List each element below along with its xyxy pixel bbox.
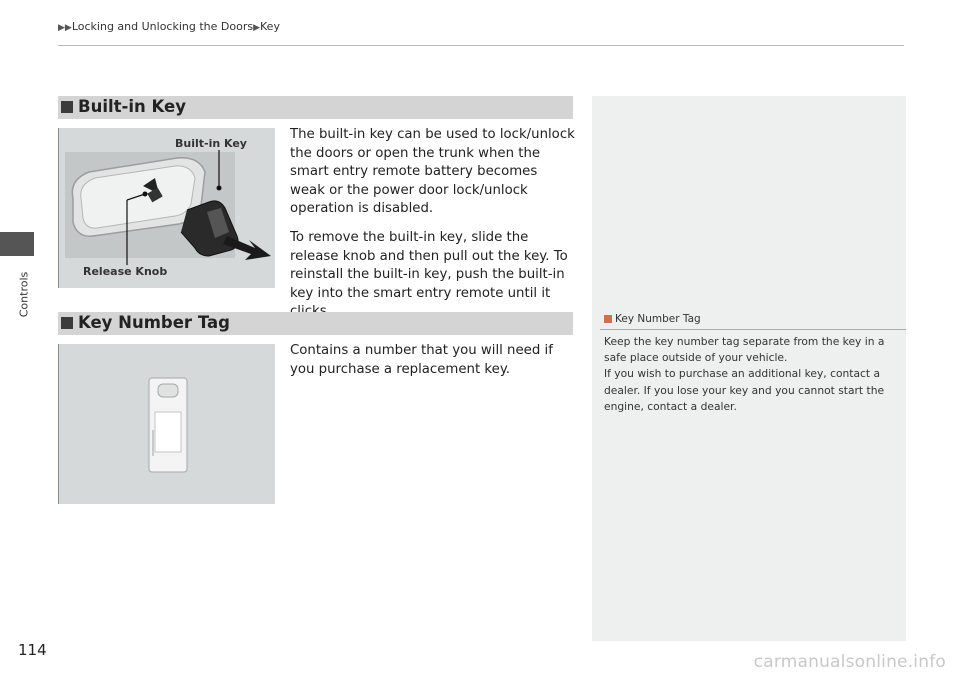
header-divider [58,45,904,46]
note-line: Keep the key number tag separate from the key in a [604,335,885,348]
key-number-tag-illustration [59,344,275,504]
key-number-tag-figure [58,344,275,504]
watermark: carmanualsonline.info [753,652,946,672]
key-number-tag-body [290,342,576,379]
breadcrumb [58,20,280,33]
figure-label-release-knob: Release Knob [83,265,168,278]
chapter-label-text: Controls [17,271,31,318]
breadcrumb-item-locking[interactable]: Locking and Unlocking the Doors [71,20,254,33]
note-heading-text: Key Number Tag [615,313,701,325]
section-square-icon [61,101,73,113]
paragraph: Contains a number that you will need if you purchase a replacement key. [290,343,553,377]
page-number: 114 [18,641,47,659]
side-note-panel [592,96,906,641]
breadcrumb-arrow-icon: ▶▶ [58,23,72,33]
note-line: If you wish to purchase an additional key, contact a [604,367,881,381]
note-heading [604,313,701,325]
section-header-built-in-key [58,96,573,119]
note-text [604,334,900,415]
smart-remote-key-illustration [59,128,275,288]
built-in-key-figure [58,128,275,288]
section-header-key-number-tag [58,312,573,335]
section-square-icon [61,317,73,329]
note-line: engine, contact a dealer. [604,399,737,413]
note-line: safe place outside of your vehicle. [604,351,788,365]
paragraph: To remove the built-in key, slide the release knob and then pull out the key. To reinstall the built-in key, push the built-in key into the smart entry remote until it [290,229,568,301]
breadcrumb-item-key[interactable]: Key [260,20,280,33]
section-title: Key Number Tag [78,313,230,332]
breadcrumb-arrow-icon: ▶ [253,23,261,33]
chapter-tab-marker [0,232,34,256]
reference-icon [604,315,612,323]
section-title: Built-in Key [78,97,186,116]
built-in-key-body [290,126,576,322]
figure-label-built-in-key: Built-in Key [175,137,247,150]
paragraph: The built-in key can be used to lock/unlock the doors or open the trunk when the smart entry remote battery becomes weak or the power door lock/unlock operation is disabled. [290,127,575,217]
note-line: dealer. If you lose your key and you cannot start the [604,383,885,397]
chapter-label [13,262,31,322]
note-divider [600,329,906,330]
